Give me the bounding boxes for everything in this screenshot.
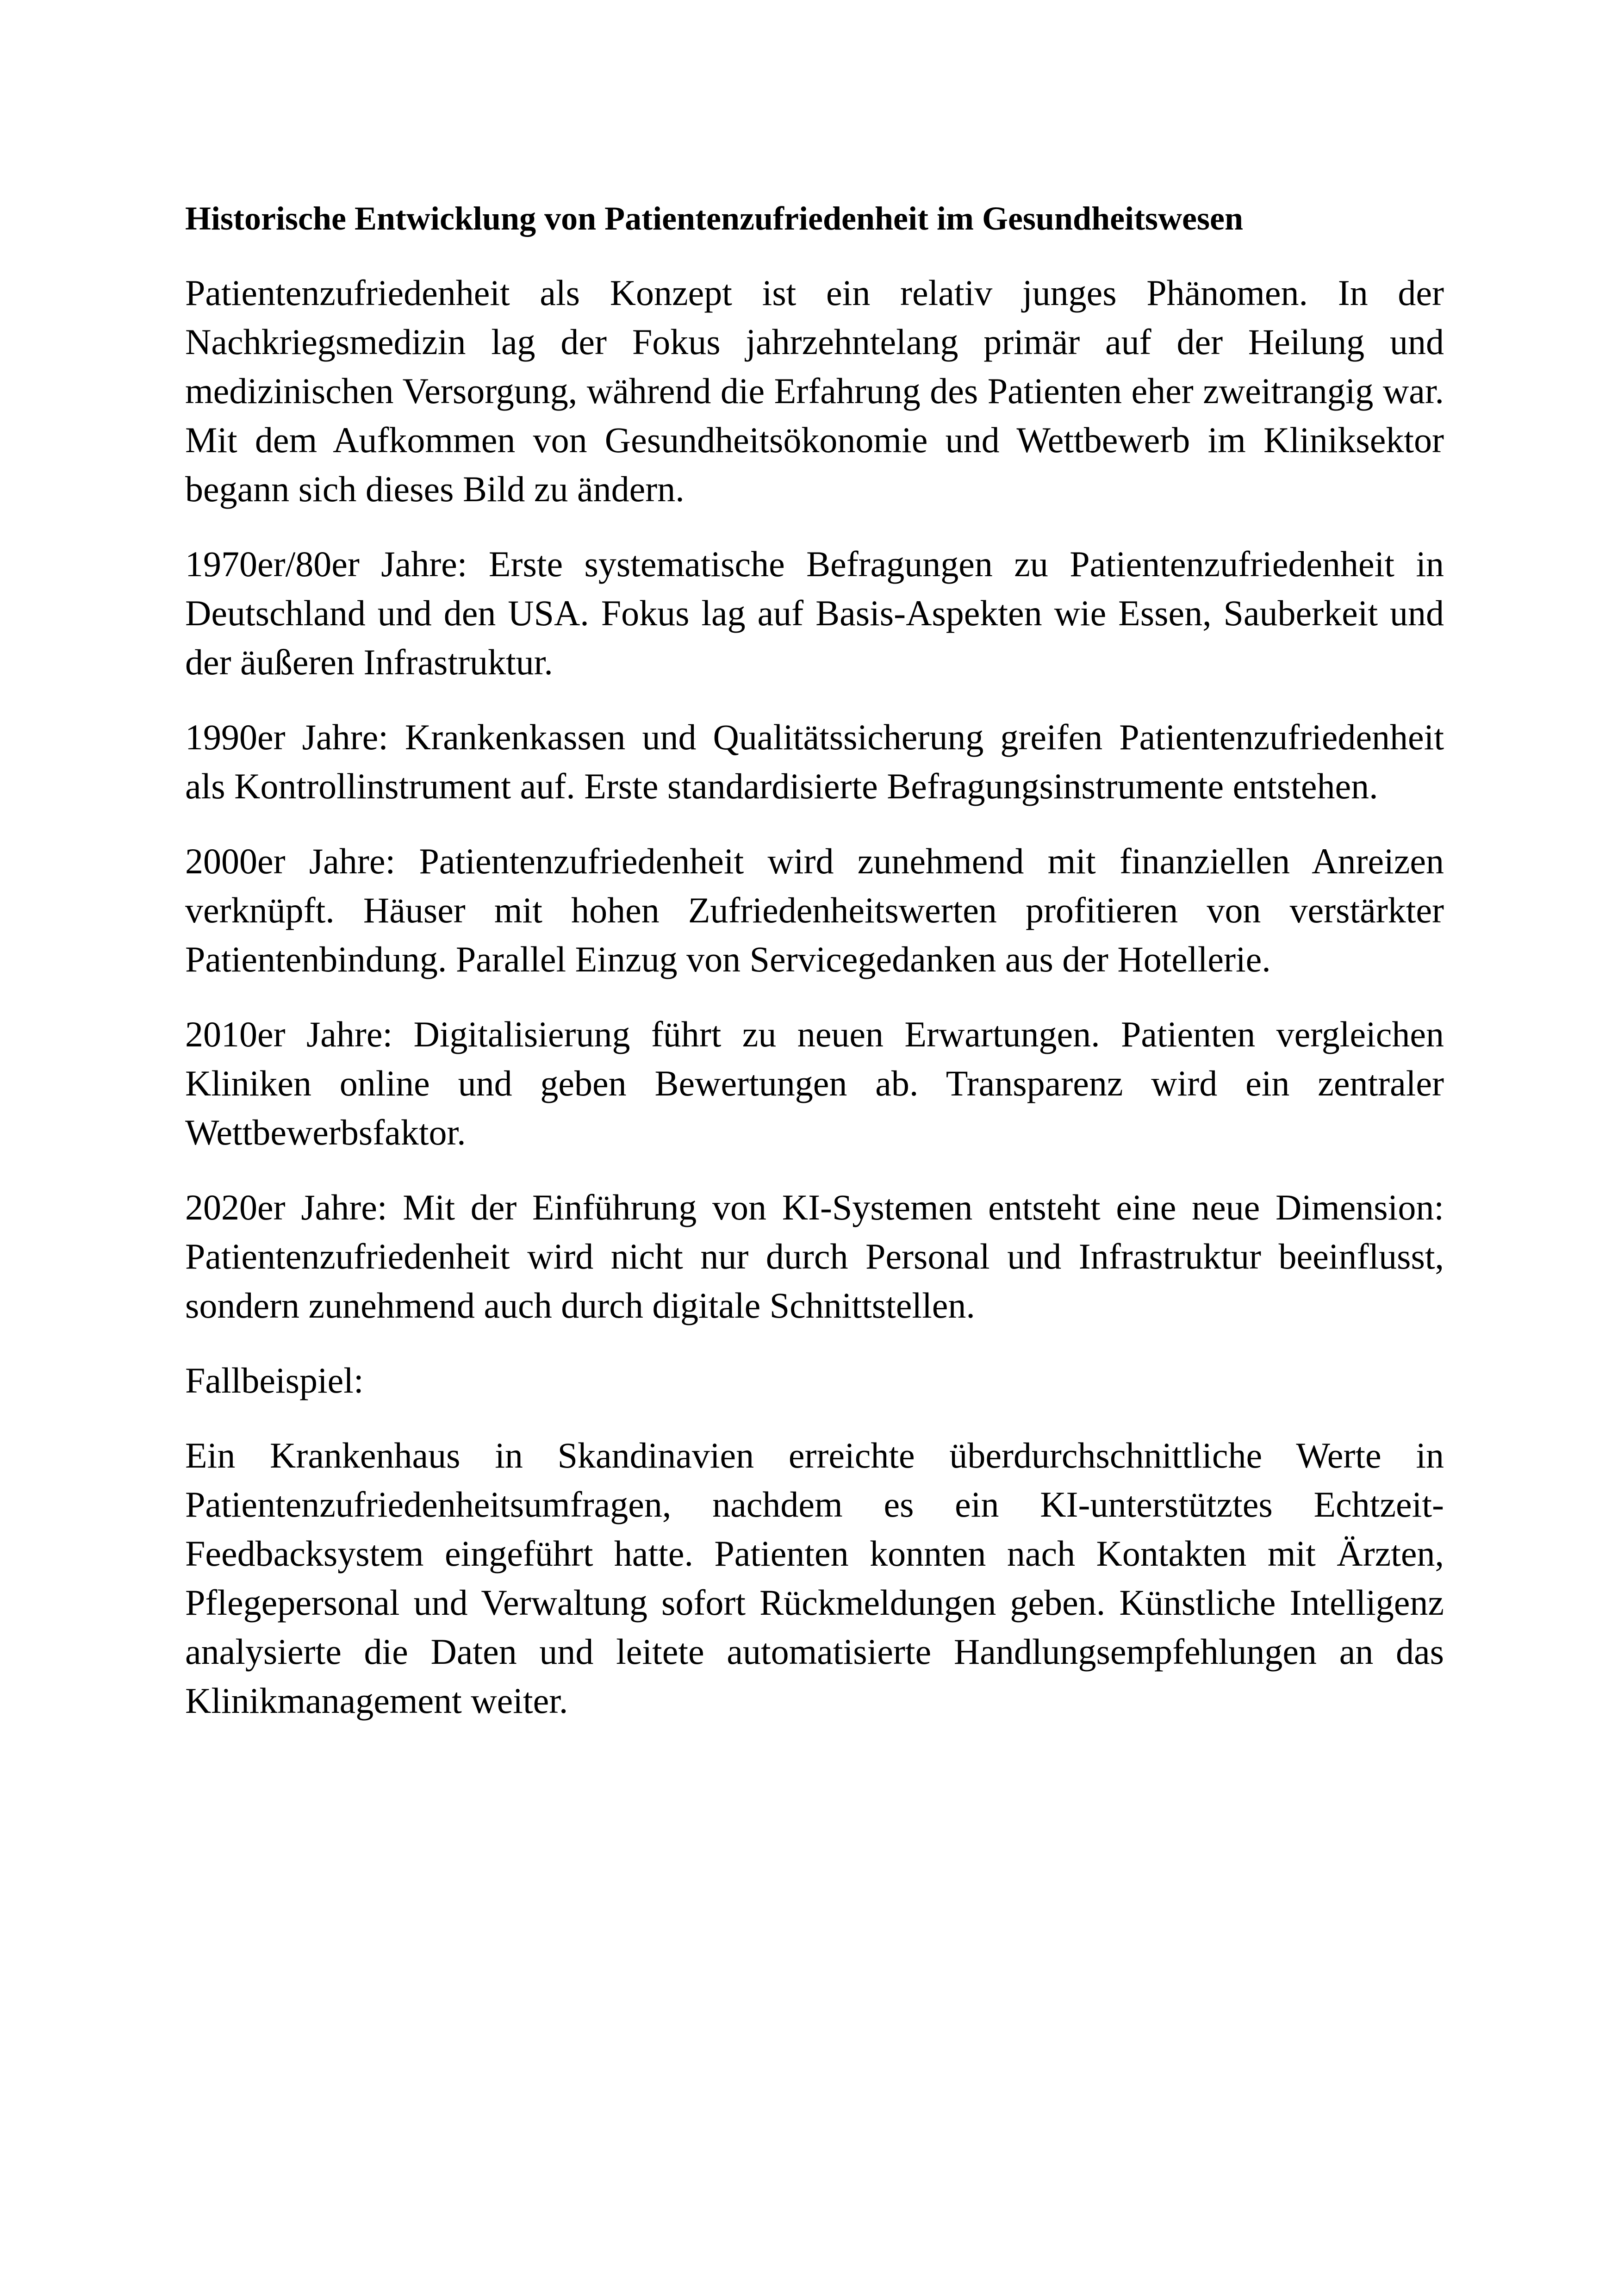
paragraph-2020s: 2020er Jahre: Mit der Einführung von KI-Systemen entsteht eine neue Dimension: Patientenzufriedenheit wird nicht nur durch Personal und Infrastruktur beeinflusst, sondern zunehmend auch durch digitale Schnittstellen.	[185, 1187, 1444, 1325]
section-heading: Historische Entwicklung von Patientenzufriedenheit im Gesundheitswesen	[185, 200, 1244, 237]
document-body	[185, 194, 1444, 1751]
case-study-paragraph: Ein Krankenhaus in Skandinavien erreichte überdurchschnittliche Werte in Patientenzufriedenheitsumfragen, nachdem es ein KI-unterstütztes Echtzeit-Feedbacksystem eingeführt hatte. Patienten konnten nach Kontakten mit Ärzten, Pflegepersonal und Verwaltung sofort Rückmeldungen geben. Künstliche Intelligenz analysierte die Daten und leitete automatisierte Handlungsempfehlungen an das Klinikmanagement weiter.	[185, 1435, 1444, 1721]
case-study-label: Fallbeispiel:	[185, 1360, 364, 1400]
paragraph-2010s: 2010er Jahre: Digitalisierung führt zu neuen Erwartungen. Patienten vergleichen Kliniken online und geben Bewertungen ab. Transparenz wird ein zentraler Wettbewerbsfaktor.	[185, 1014, 1444, 1152]
paragraph-1990s: 1990er Jahre: Krankenkassen und Qualitätssicherung greifen Patientenzufriedenheit als Kontrollinstrument auf. Erste standardisierte Befragungsinstrumente entstehen.	[185, 717, 1444, 806]
intro-paragraph: Patientenzufriedenheit als Konzept ist ein relativ junges Phänomen. In der Nachkriegsmedizin lag der Fokus jahrzehntelang primär auf der Heilung und medizinischen Versorgung, während die Erfahrung des Patienten eher zweitrangig war. Mit dem Aufkommen von Gesundheitsökonomie und Wettbewerb im Kliniksektor begann sich dieses Bild zu ändern.	[185, 273, 1444, 509]
paragraph-1970s-80s: 1970er/80er Jahre: Erste systematische Befragungen zu Patientenzufriedenheit in Deutschland und den USA. Fokus lag auf Basis-Aspekten wie Essen, Sauberkeit und der äußeren Infrastruktur.	[185, 544, 1444, 682]
paragraph-2000s: 2000er Jahre: Patientenzufriedenheit wird zunehmend mit finanziellen Anreizen verknüpft. Häuser mit hohen Zufriedenheitswerten profitieren von verstärkter Patientenbindung. Parallel Einzug von Servicegedanken aus der Hotellerie.	[185, 841, 1444, 979]
